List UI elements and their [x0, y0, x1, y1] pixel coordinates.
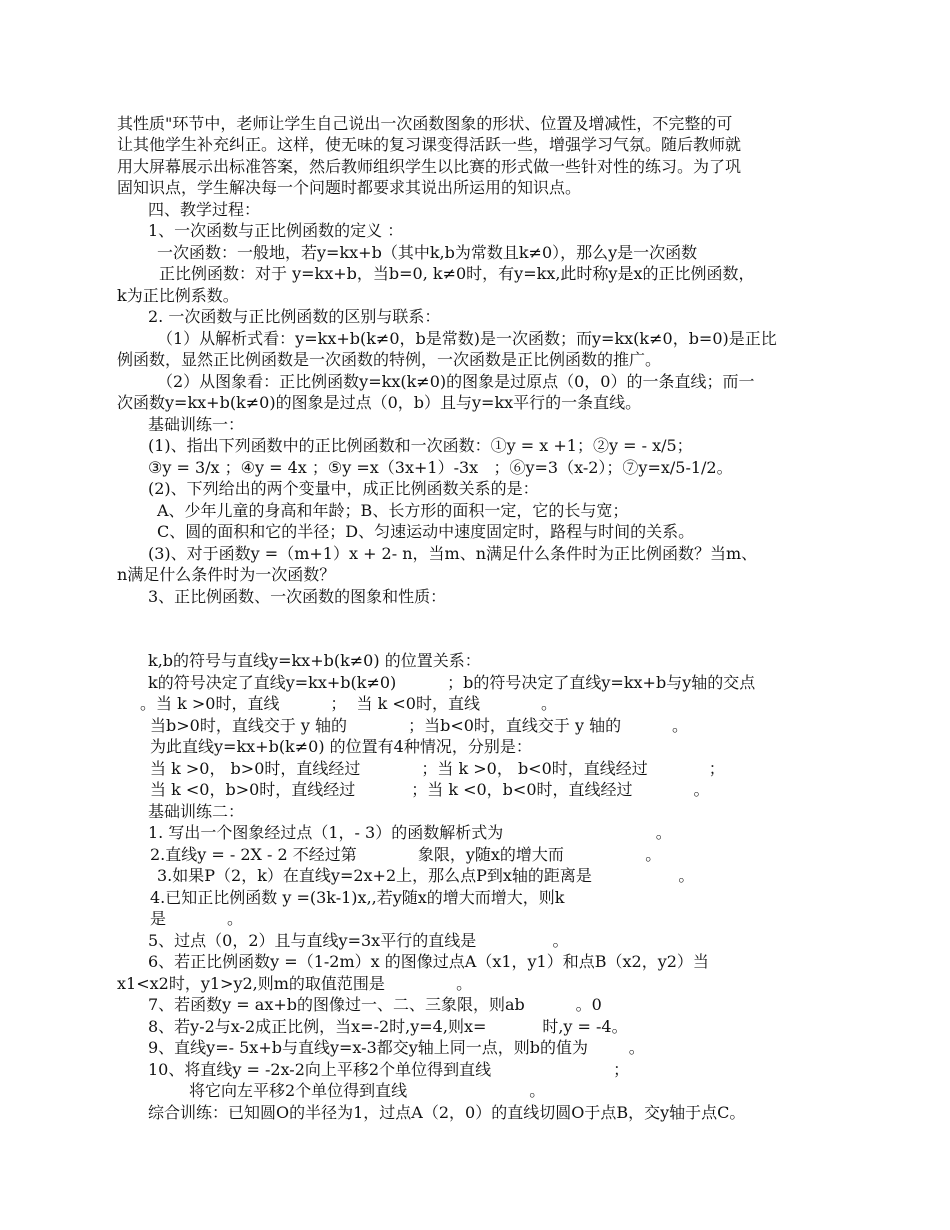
text-line: 4.已知正比例函数 y =(3k-1)x,,若y随x的增大而增大，则k: [150, 888, 565, 907]
text-line: 让其他学生补充纠正。这样，使无味的复习课变得活跃一些，增强学习气氛。随后教师就: [117, 135, 742, 154]
text-line: k,b的符号与直线y=kx+b(k≠0) 的位置关系：: [148, 651, 481, 670]
text-line: 当 k >0， b>0时，直线经过 ；当 k >0， b<0时，直线经过 ；: [150, 759, 725, 778]
text-line: （1）从解析式看：y=kx+b(k≠0，b是常数)是一次函数；而y=kx(k≠0，b=0)是正比: [157, 329, 777, 348]
text-line: 综合训练：已知圆O的半径为1，过点A（2，0）的直线切圆O于点B，交y轴于点C。: [148, 1103, 746, 1122]
text-line: (3)、对于函数y =（m+1）x + 2- n，当m、n满足什么条件时为正比例函数？当m、: [148, 544, 758, 563]
text-line: 一次函数：一般地，若y=kx+b（其中k,b为常数且k≠0），那么y是一次函数: [157, 243, 698, 262]
text-line: 当b>0时，直线交于 y 轴的 ；当b<0时，直线交于 y 轴的 。: [150, 716, 688, 735]
text-line: 正比例函数：对于 y=kx+b，当b=0, k≠0时，有y=kx,此时称y是x的正比例函数，: [159, 264, 755, 283]
text-line: ③y = 3/x ；④y = 4x ；⑤y =x（3x+1）-3x ；⑥y=3（x-2）；⑦y=x/5-1/2。: [148, 458, 733, 477]
text-line: 。当 k >0时，直线 ； 当 k <0时，直线 。: [140, 694, 557, 713]
text-line: 1. 写出一个图象经过点（1，- 3）的函数解析式为 。: [148, 823, 672, 842]
exercise-heading: 基础训练一：: [148, 415, 245, 434]
text-line: (2)、下列给出的两个变量中，成正比例函数关系的是：: [148, 479, 539, 498]
subsection-heading: 1、一次函数与正比例函数的定义 ：: [148, 221, 404, 240]
text-line: 8、若y-2与x-2成正比例，当x=-2时,y=4,则x= 时,y = -4。: [148, 1017, 628, 1036]
text-line: 为此直线y=kx+b(k≠0) 的位置有4种情况，分别是：: [150, 737, 532, 756]
text-line: 是 。: [150, 909, 244, 928]
text-line: C、圆的面积和它的半径；D、匀速运动中速度固定时，路程与时间的关系。: [157, 522, 695, 541]
text-line: 7、若函数y = ax+b的图像过一、二、三象限，则ab 。0: [148, 995, 602, 1014]
text-line: 9、直线y=- 5x+b与直线y=x-3都交y轴上同一点，则b的值为 。: [148, 1038, 645, 1057]
text-line: 次函数y=kx+b(k≠0)的图象是过点（0，b）且与y=kx平行的一条直线。: [117, 393, 642, 412]
subsection-heading: 2. 一次函数与正比例函数的区别与联系：: [148, 307, 441, 326]
text-line: 10、将直线y = -2x-2向上平移2个单位得到直线 ；: [148, 1060, 630, 1079]
section-heading: 四、教学过程：: [148, 200, 261, 219]
text-line: A、少年儿童的身高和年龄；B、长方形的面积一定，它的长与宽；: [157, 501, 629, 520]
text-line: 固知识点，学生解决每一个问题时都要求其说出所运用的知识点。: [117, 178, 582, 197]
text-line: 将它向左平移2个单位得到直线 。: [189, 1081, 546, 1100]
text-line: （2）从图象看：正比例函数y=kx(k≠0)的图象是过原点（0，0）的一条直线；而一: [157, 372, 755, 391]
text-line: 例函数，显然正比例函数是一次函数的特例，一次函数是正比例函数的推广。: [117, 350, 662, 369]
text-line: 3.如果P（2，k）在直线y=2x+2上，那么点P到x轴的距离是 。: [157, 866, 695, 885]
text-line: 2.直线y = - 2X - 2 不经过第 象限，y随x的增大而 。: [150, 845, 662, 864]
text-line: 用大屏幕展示出标准答案，然后教师组织学生以比赛的形式做一些针对性的练习。为了巩: [117, 157, 742, 176]
text-line: x1<x2时，y1>y2,则m的取值范围是 。: [117, 974, 473, 993]
exercise-heading: 基础训练二：: [148, 802, 245, 821]
text-line: n满足什么条件时为一次函数？: [117, 565, 336, 584]
text-line: 6、若正比例函数y =（1-2m）x 的图像过点A（x1，y1）和点B（x2，y2）当: [148, 952, 709, 971]
text-line: 5、过点（0，2）且与直线y=3x平行的直线是 。: [148, 931, 569, 950]
text-line: k的符号决定了直线y=kx+b(k≠0) ；b的符号决定了直线y=kx+b与y轴的交点: [148, 673, 756, 692]
text-line: (1)、指出下列函数中的正比例函数和一次函数：①y = x +1；②y = - x/5；: [148, 436, 693, 455]
text-line: k为正比例系数。: [117, 286, 239, 305]
text-line: 当 k <0，b>0时，直线经过 ；当 k <0，b<0时，直线经过 。: [150, 780, 710, 799]
text-line: 其性质"环节中，老师让学生自己说出一次函数图象的形状、位置及增减性，不完整的可: [117, 114, 733, 133]
subsection-heading: 3、正比例函数、一次函数的图象和性质：: [148, 587, 447, 606]
